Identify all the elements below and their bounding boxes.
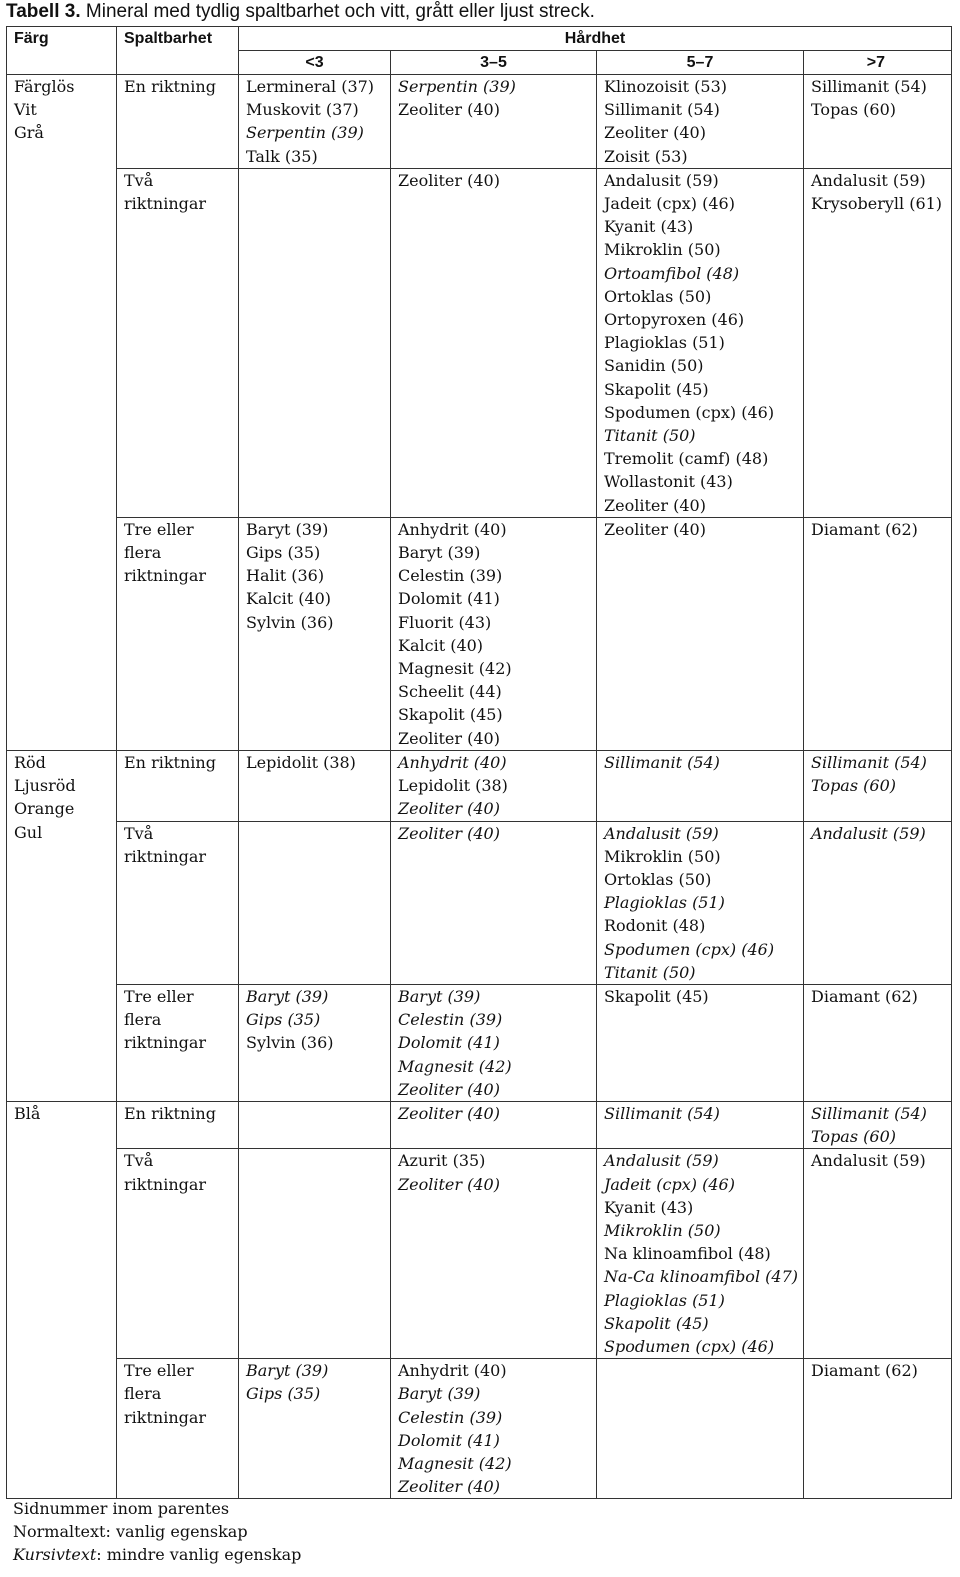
cleavage-label: riktningar	[124, 1407, 207, 1427]
mineral-item: Andalusit (59)	[604, 170, 719, 190]
mineral-item: Lepidolit (38)	[398, 776, 508, 796]
table-row	[7, 75, 952, 169]
cell-hardness-3-5	[391, 984, 597, 1101]
header-hardness: Hårdhet	[239, 27, 952, 51]
mineral-item: Sillimanit (54)	[604, 752, 720, 772]
mineral-item: Sillimanit (54)	[811, 1103, 927, 1123]
mineral-item: Tremolit (camf) (48)	[604, 449, 769, 469]
cell-hardness-5-7	[597, 1101, 804, 1148]
cleavage-cell	[117, 821, 239, 984]
cell-hardness-lt3	[239, 1149, 391, 1359]
cell-hardness-gt7	[804, 1101, 952, 1148]
mineral-item: Kyanit (43)	[604, 217, 694, 237]
cell-hardness-3-5	[391, 1101, 597, 1148]
mineral-item: Zeoliter (40)	[398, 170, 500, 190]
mineral-item: Celestin (39)	[398, 566, 503, 586]
mineral-item: Titanit (50)	[604, 426, 696, 446]
legend	[13, 1497, 301, 1566]
mineral-item: Diamant (62)	[811, 986, 918, 1006]
mineral-item: Plagioklas (51)	[604, 893, 725, 913]
cleavage-cell	[117, 75, 239, 169]
mineral-item: Fluorit (43)	[398, 612, 492, 632]
table-row	[7, 750, 952, 821]
cell-hardness-gt7	[804, 750, 952, 821]
mineral-item: Baryt (39)	[246, 1361, 329, 1381]
table-header	[7, 27, 952, 75]
table-row	[7, 821, 952, 984]
mineral-item: Sillimanit (54)	[604, 100, 720, 120]
mineral-item: Gips (35)	[246, 1010, 321, 1030]
cell-hardness-5-7	[597, 517, 804, 750]
table-row	[7, 984, 952, 1101]
cleavage-cell	[117, 1149, 239, 1359]
mineral-item: Gips (35)	[246, 543, 321, 563]
mineral-item: Dolomit (41)	[398, 589, 500, 609]
mineral-item: Zeoliter (40)	[398, 799, 500, 819]
cell-hardness-5-7	[597, 1149, 804, 1359]
cell-hardness-lt3	[239, 517, 391, 750]
legend-italic-word: Kursivtext	[13, 1545, 97, 1564]
mineral-item: Sylvin (36)	[246, 612, 334, 632]
mineral-item: Spodumen (cpx) (46)	[604, 1336, 775, 1356]
mineral-item: Diamant (62)	[811, 519, 918, 539]
mineral-item: Baryt (39)	[398, 1384, 481, 1404]
color-name: Röd	[14, 752, 46, 772]
mineral-item: Topas (60)	[811, 776, 896, 796]
table-title	[6, 0, 595, 24]
cleavage-label: En riktning	[124, 77, 216, 96]
color-cell	[7, 75, 117, 751]
mineral-item: Spodumen (cpx) (46)	[604, 402, 775, 422]
cell-hardness-gt7	[804, 168, 952, 517]
mineral-item: Baryt (39)	[398, 986, 481, 1006]
mineral-item: Magnesit (42)	[398, 1453, 512, 1473]
mineral-item: Jadeit (cpx) (46)	[604, 1174, 735, 1194]
mineral-item: Anhydrit (40)	[398, 752, 507, 772]
color-name: Gul	[14, 822, 43, 842]
mineral-item: Gips (35)	[246, 1384, 321, 1404]
cleavage-label: Tre eller	[124, 986, 194, 1006]
mineral-item: Diamant (62)	[811, 1361, 918, 1381]
mineral-item: Andalusit (59)	[811, 170, 926, 190]
cell-hardness-3-5	[391, 1149, 597, 1359]
cell-hardness-gt7	[804, 984, 952, 1101]
table-row	[7, 168, 952, 517]
mineral-table	[6, 26, 952, 1499]
mineral-item: Sillimanit (54)	[811, 752, 927, 772]
cell-hardness-lt3	[239, 984, 391, 1101]
table-row	[7, 517, 952, 750]
cleavage-cell	[117, 517, 239, 750]
mineral-item: Kalcit (40)	[398, 635, 484, 655]
cell-hardness-gt7	[804, 517, 952, 750]
mineral-item: Klinozoisit (53)	[604, 77, 727, 96]
mineral-item: Zoisit (53)	[604, 146, 688, 166]
cleavage-label: riktningar	[124, 194, 207, 214]
cell-hardness-5-7	[597, 821, 804, 984]
mineral-item: Sillimanit (54)	[604, 1103, 720, 1123]
mineral-item: Baryt (39)	[246, 519, 329, 539]
mineral-item: Zeoliter (40)	[398, 728, 500, 748]
cleavage-label: Tre eller	[124, 1361, 194, 1381]
header-cleavage: Spaltbarhet	[117, 27, 239, 75]
mineral-item: Andalusit (59)	[811, 823, 926, 843]
cell-hardness-3-5	[391, 517, 597, 750]
cell-hardness-3-5	[391, 168, 597, 517]
legend-italic-text	[13, 1543, 301, 1566]
mineral-item: Zeoliter (40)	[604, 519, 706, 539]
mineral-item: Sillimanit (54)	[811, 77, 927, 96]
cleavage-label: flera	[124, 1384, 162, 1404]
mineral-item: Andalusit (59)	[811, 1151, 926, 1171]
cell-hardness-3-5	[391, 1359, 597, 1499]
table-body	[7, 75, 952, 1499]
cell-hardness-3-5	[391, 821, 597, 984]
mineral-item: Lepidolit (38)	[246, 752, 356, 772]
mineral-item: Topas (60)	[811, 100, 896, 120]
cell-hardness-5-7	[597, 750, 804, 821]
mineral-item: Zeoliter (40)	[398, 1079, 500, 1099]
mineral-item: Ortoklas (50)	[604, 869, 712, 889]
color-name: Vit	[14, 100, 37, 120]
mineral-item: Azurit (35)	[398, 1151, 486, 1171]
mineral-item: Zeoliter (40)	[398, 1103, 500, 1123]
mineral-item: Skapolit (45)	[398, 705, 503, 725]
mineral-item: Serpentin (39)	[246, 123, 364, 143]
mineral-item: Magnesit (42)	[398, 659, 512, 679]
cleavage-label: riktningar	[124, 1033, 207, 1053]
color-name: Orange	[14, 799, 75, 819]
header-hardness-3-5: 3–5	[391, 51, 597, 75]
cleavage-label: En riktning	[124, 1103, 216, 1123]
cleavage-cell	[117, 168, 239, 517]
mineral-item: Serpentin (39)	[398, 77, 516, 96]
cleavage-label: flera	[124, 1010, 162, 1030]
mineral-item: Plagioklas (51)	[604, 1290, 725, 1310]
cell-hardness-gt7	[804, 1359, 952, 1499]
mineral-item: Kalcit (40)	[246, 589, 332, 609]
mineral-item: Baryt (39)	[246, 986, 329, 1006]
cell-hardness-3-5	[391, 75, 597, 169]
mineral-item: Scheelit (44)	[398, 682, 502, 702]
legend-page-numbers: Sidnummer inom parentes	[13, 1499, 230, 1518]
cleavage-label: riktningar	[124, 1174, 207, 1194]
mineral-item: Celestin (39)	[398, 1407, 503, 1427]
cell-hardness-5-7	[597, 75, 804, 169]
mineral-item: Zeoliter (40)	[398, 1174, 500, 1194]
table-row	[7, 1359, 952, 1499]
mineral-item: Baryt (39)	[398, 543, 481, 563]
mineral-item: Andalusit (59)	[604, 1151, 719, 1171]
mineral-item: Lermineral (37)	[246, 77, 375, 96]
mineral-item: Halit (36)	[246, 566, 325, 586]
mineral-item: Celestin (39)	[398, 1010, 503, 1030]
mineral-item: Ortoamfibol (48)	[604, 263, 740, 283]
mineral-item: Muskovit (37)	[246, 100, 359, 120]
mineral-item: Zeoliter (40)	[398, 1477, 500, 1497]
mineral-item: Mikroklin (50)	[604, 240, 721, 260]
mineral-item: Anhydrit (40)	[398, 1361, 507, 1381]
mineral-item: Ortoklas (50)	[604, 286, 712, 306]
header-hardness-lt3: <3	[239, 51, 391, 75]
color-name: Ljusröd	[14, 776, 76, 796]
mineral-item: Spodumen (cpx) (46)	[604, 939, 775, 959]
mineral-item: Krysoberyll (61)	[811, 194, 943, 214]
cell-hardness-lt3	[239, 821, 391, 984]
cleavage-cell	[117, 1101, 239, 1148]
color-name: Blå	[14, 1103, 41, 1123]
cell-hardness-3-5	[391, 750, 597, 821]
cleavage-label: riktningar	[124, 846, 207, 866]
mineral-item: Skapolit (45)	[604, 379, 709, 399]
mineral-item: Andalusit (59)	[604, 823, 719, 843]
mineral-item: Sylvin (36)	[246, 1033, 334, 1053]
color-cell	[7, 750, 117, 1101]
header-hardness-5-7: 5–7	[597, 51, 804, 75]
mineral-item: Zeoliter (40)	[398, 823, 500, 843]
mineral-item: Ortopyroxen (46)	[604, 310, 745, 330]
cell-hardness-gt7	[804, 821, 952, 984]
mineral-item: Plagioklas (51)	[604, 333, 725, 353]
mineral-item: Sanidin (50)	[604, 356, 704, 376]
mineral-item: Topas (60)	[811, 1127, 896, 1147]
cleavage-label: Två	[124, 1151, 154, 1171]
cleavage-label: Två	[124, 170, 154, 190]
mineral-item: Mikroklin (50)	[604, 1220, 721, 1240]
mineral-item: Wollastonit (43)	[604, 472, 733, 492]
cleavage-label: riktningar	[124, 566, 207, 586]
cleavage-label: En riktning	[124, 752, 216, 772]
cleavage-label: flera	[124, 543, 162, 563]
mineral-item: Na-Ca klinoamfibol (47)	[604, 1267, 798, 1287]
cell-hardness-lt3	[239, 1101, 391, 1148]
mineral-item: Dolomit (41)	[398, 1033, 500, 1053]
cleavage-label: Tre eller	[124, 519, 194, 539]
mineral-item: Jadeit (cpx) (46)	[604, 194, 735, 214]
cell-hardness-lt3	[239, 750, 391, 821]
mineral-item: Kyanit (43)	[604, 1197, 694, 1217]
cell-hardness-gt7	[804, 1149, 952, 1359]
cleavage-cell	[117, 1359, 239, 1499]
color-cell	[7, 1101, 117, 1498]
mineral-item: Zeoliter (40)	[604, 123, 706, 143]
mineral-item: Anhydrit (40)	[398, 519, 507, 539]
mineral-item: Mikroklin (50)	[604, 846, 721, 866]
mineral-item: Zeoliter (40)	[604, 495, 706, 515]
table-row	[7, 1149, 952, 1359]
cleavage-cell	[117, 984, 239, 1101]
table-row	[7, 1101, 952, 1148]
cell-hardness-5-7	[597, 1359, 804, 1499]
mineral-item: Rodonit (48)	[604, 916, 706, 936]
cell-hardness-gt7	[804, 75, 952, 169]
header-color: Färg	[7, 27, 117, 75]
cell-hardness-lt3	[239, 168, 391, 517]
mineral-item: Zeoliter (40)	[398, 100, 500, 120]
cell-hardness-lt3	[239, 1359, 391, 1499]
color-name: Grå	[14, 123, 44, 143]
mineral-item: Magnesit (42)	[398, 1056, 512, 1076]
header-hardness-gt7: >7	[804, 51, 952, 75]
cell-hardness-5-7	[597, 984, 804, 1101]
mineral-item: Na klinoamfibol (48)	[604, 1244, 771, 1264]
cell-hardness-lt3	[239, 75, 391, 169]
color-name: Färglös	[14, 77, 75, 96]
mineral-item: Skapolit (45)	[604, 986, 709, 1006]
legend-italic-meaning: : mindre vanlig egenskap	[96, 1545, 302, 1564]
mineral-item: Titanit (50)	[604, 962, 696, 982]
mineral-item: Skapolit (45)	[604, 1313, 709, 1333]
cleavage-label: Två	[124, 823, 154, 843]
cleavage-cell	[117, 750, 239, 821]
mineral-item: Talk (35)	[246, 146, 318, 166]
legend-normal-text: Normaltext: vanlig egenskap	[13, 1522, 248, 1541]
table-number: Tabell 3.	[6, 1, 81, 22]
mineral-item: Dolomit (41)	[398, 1430, 500, 1450]
table-caption: Mineral med tydlig spaltbarhet och vitt, grått eller ljust streck.	[85, 1, 595, 22]
cell-hardness-5-7	[597, 168, 804, 517]
